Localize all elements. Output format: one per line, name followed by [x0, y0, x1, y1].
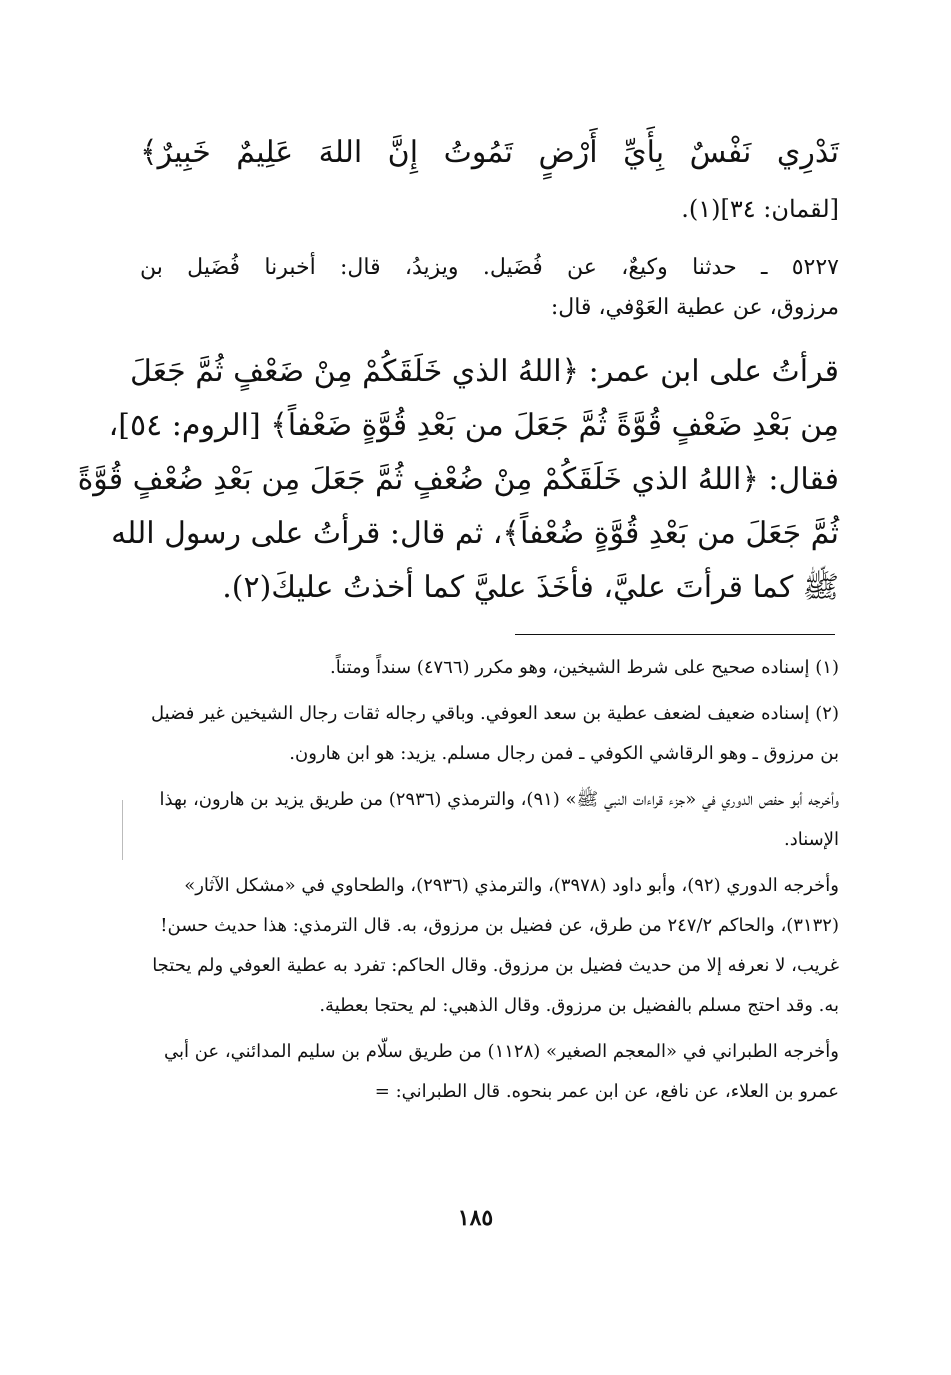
hadith-chain-line: مرزوق، عن عطية العَوْفي، قال: [550, 295, 839, 320]
footnote-2: (٢) إسناده ضعيف لضعف عطية بن سعد العوفي. وباقي رجاله ثقات رجال الشيخين غير فضيل بن مرزوق ـ وهو الرقاشي الكوفي ـ فمن رجال مسلم. يزيد: هو ابن هارون. [151, 703, 839, 764]
hadith-line: ﷺ كما قرأتَ عليَّ، فأخَذَ عليَّ كما أخذتُ عليكَ(٢). [222, 570, 839, 605]
footnote-separator [515, 634, 835, 635]
footnote-1: (١) إسناده صحيح على شرط الشيخين، وهو مكرر (٤٧٦٦) سنداً ومتناً. [329, 657, 839, 678]
hadith-line: فقال: ﴿اللهُ الذي خَلَقَكُمْ مِنْ ضُعْفٍ ثُمَّ جَعَلَ مِن بَعْدِ ضُعْفٍ قُوَّةً [77, 462, 839, 497]
verse-reference: [لقمان: ٣٤](١). [681, 195, 839, 223]
footnote-paragraph: وأخرجه أبو حفص الدوري في «جزء قراءات النبي ﷺ» (٩١)، والترمذي (٢٩٣٦) من طريق يزيد بن هارون، بهذا الإسناد. [159, 789, 839, 850]
footnote-paragraph: وأخرجه الطبراني في «المعجم الصغير» (١١٢٨) من طريق سلّام بن سليم المدائني، عن أبي عمرو بن العلاء، عن نافع، عن ابن عمر بنحوه. قال الطبراني: = [163, 1041, 839, 1102]
footnotes [140, 648, 839, 1118]
hadith-line: قرأتُ على ابن عمر: ﴿اللهُ الذي خَلَقَكُمْ مِنْ ضَعْفٍ ثُمَّ جَعَلَ [129, 354, 839, 389]
hadith-line: ثُمَّ جَعَلَ من بَعْدِ قُوَّةٍ ضُعْفاً﴾، ثم قال: قرأتُ على رسول الله [111, 516, 839, 551]
verse-line: تَدْرِي نَفْسٌ بِأَيِّ أَرْضٍ تَمُوتُ إِنَّ اللهَ عَلِيمٌ خَبِيرٌ﴾ [140, 135, 839, 170]
footnote-paragraph: وأخرجه الدوري (٩٢)، وأبو داود (٣٩٧٨)، والترمذي (٢٩٣٦)، والطحاوي في «مشكل الآثار» (٣١٣٢)، والحاكم ٢٤٧/٢ من طرق، عن فضيل بن مرزوق، به. قال الترمذي: هذا حديث حسن! غريب، لا نعرفه إلا من حديث فضيل بن مرزوق. وقال الحاكم: تفرد به عطية العوفي ولم يحتجا به. وقد احتج مسلم بالفضيل بن مرزوق. وقال الذهبي: لم يحتجا بعطية. [152, 875, 839, 1016]
hadith-text [77, 345, 839, 615]
hadith-line: مِن بَعْدِ ضَعْفٍ قُوَّةً ثُمَّ جَعَلَ من بَعْدِ قُوَّةٍ ضَعْفاً﴾ [الروم: ٥٤]، [108, 408, 839, 443]
quran-verse-tail [140, 125, 839, 237]
page-number: ١٨٥ [457, 1205, 494, 1231]
margin-mark [122, 800, 123, 860]
hadith-chain-line: ٥٢٢٧ ـ حدثنا وكيعٌ، عن فُضَيل. ويزيدُ، قال: أخبرنا فُضَيل بن [140, 255, 839, 280]
hadith-chain [140, 248, 839, 328]
